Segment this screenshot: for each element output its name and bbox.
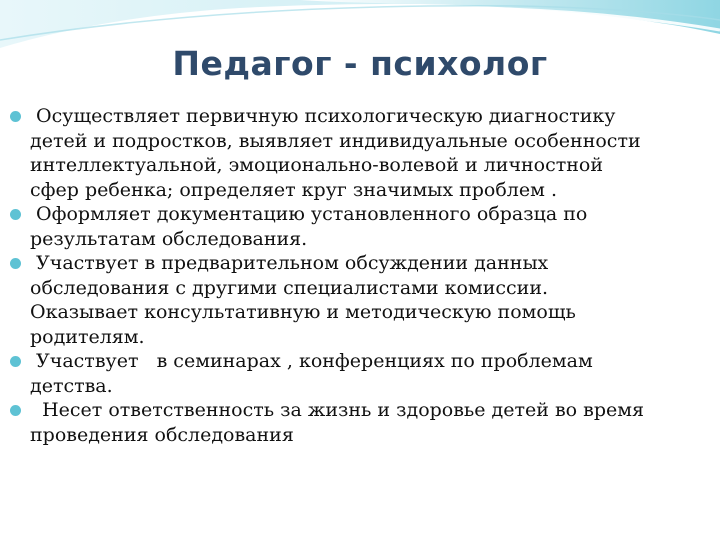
bullet-text-line: проведения обследования [30, 423, 294, 446]
bullet-text-line: Участвует в семинарах , конференциях по проблемам [30, 350, 593, 372]
slide-title: Педагог - психолог [172, 44, 548, 83]
bullet-dot-icon [10, 356, 21, 367]
bullet-text-line: интеллектуальной, эмоционально-волевой и личностной [30, 154, 604, 176]
bullet-list [10, 104, 710, 447]
bullet-text-line: сфер ребенка; определяет круг значимых проблем . [30, 178, 557, 201]
bullet-text-line: Участвует в предварительном обсуждении данных [30, 252, 549, 274]
bullet-text-line: детства. [30, 374, 113, 397]
bullet-text-line: родителям. [30, 325, 145, 348]
bullet-item [10, 104, 710, 202]
bullet-dot-icon [10, 258, 21, 269]
bullet-item [10, 251, 710, 349]
bullet-item [10, 398, 710, 447]
bullet-text-line: Несет ответственность за жизнь и здоровье детей во время [30, 399, 644, 421]
bullet-text-line: результатам обследования. [30, 227, 308, 250]
bullet-dot-icon [10, 209, 21, 220]
bullet-dot-icon [10, 111, 21, 122]
bullet-item [10, 202, 710, 251]
bullet-dot-icon [10, 405, 21, 416]
bullet-text-line: детей и подростков, выявляет индивидуальные особенности [30, 129, 641, 152]
bullet-text-line: Осуществляет первичную психологическую диагностику [30, 105, 616, 127]
bullet-text-line: Оформляет документацию установленного образца по [30, 203, 588, 225]
bullet-text-line: обследования с другими специалистами комиссии. [30, 276, 549, 299]
bullet-text-line: Оказывает консультативную и методическую помощь [30, 301, 576, 323]
bullet-item [10, 349, 710, 398]
